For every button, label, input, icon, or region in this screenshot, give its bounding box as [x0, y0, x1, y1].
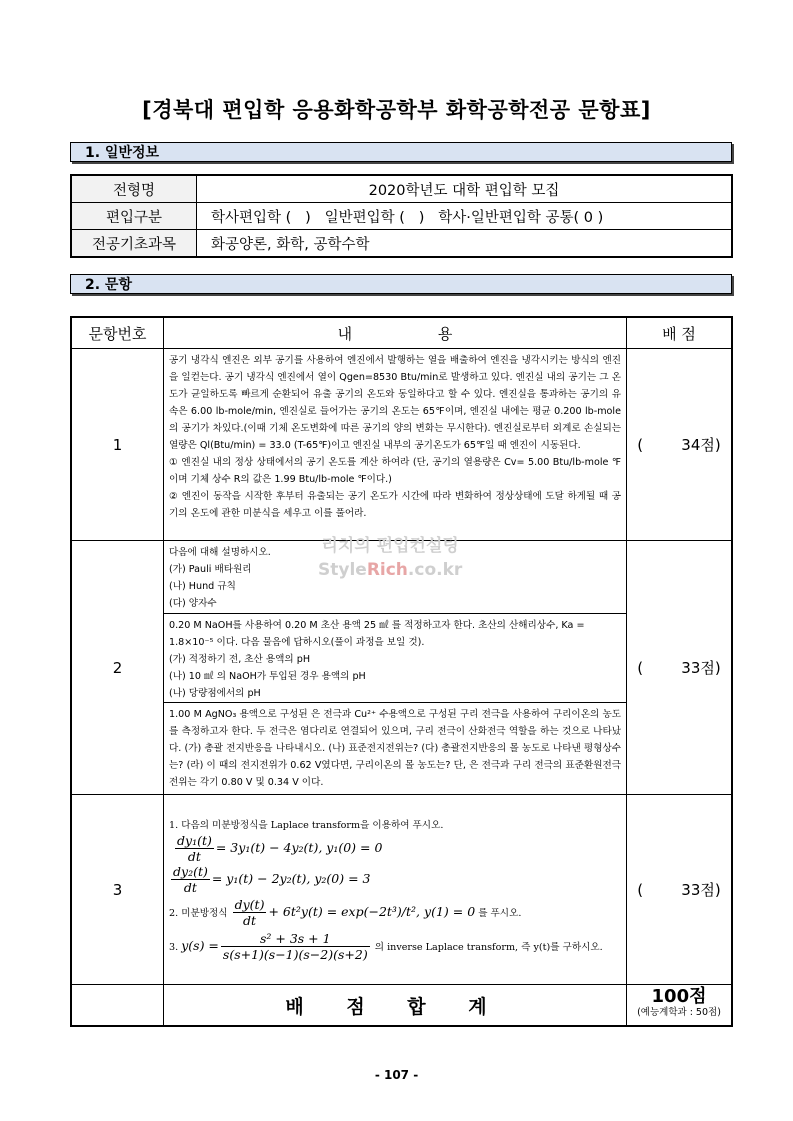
watermark — [318, 534, 462, 582]
question-score: ( 34점) — [627, 349, 733, 541]
fraction: $\frac{\text{dy₁(t)}}{dt}$ — [177, 832, 212, 864]
info-label: 전공기초과목 — [71, 230, 197, 258]
q1-item-2: ② 엔진이 동작을 시작한 후부터 유출되는 공기 온도가 시간에 따라 변화하여 정상상태에 도달 하게될 때 공기의 온도에 관한 미분식을 세우고 이를 풀어라. — [169, 491, 621, 519]
fraction: $\frac{dy(t)}{dt}$ — [234, 896, 265, 928]
q3-eq-1: $\frac{\text{dy₁(t)}}{dt}$ = 3y₁(t) − 4y₂(t), y₁(0) = 0 — [177, 832, 383, 864]
list-item: (가) Pauli 배타원리 — [169, 564, 252, 575]
info-value: 2020학년도 대학 편입학 모집 — [197, 175, 733, 203]
list-item: (나) 당량점에서의 pH — [169, 688, 261, 699]
watermark-line-2: StyleRich.co.kr — [318, 560, 463, 580]
table-header — [71, 317, 732, 349]
question-number: 2 — [71, 541, 164, 795]
question-score: ( 33점) — [627, 541, 733, 795]
header-content: 내 용 — [164, 317, 627, 349]
page-number: - 107 - — [374, 1068, 419, 1082]
question-number: 3 — [71, 795, 164, 985]
header-score: 배 점 — [627, 317, 733, 349]
q2-part-b — [164, 614, 626, 703]
q3-part-1: 1. 다음의 미분방정식을 Laplace transform을 이용하여 푸시오. — [169, 819, 444, 831]
total-score: 100점 — [651, 986, 707, 1007]
q3-part-3: 3. y(s) = $\frac{\text{s² + 3s + 1}}{s(s+1)(s-1)(s-2)(s+2)}$ 의 inverse Laplace transform, 즉 y(t)를 구하시오. — [169, 930, 603, 962]
question-score: ( 33점) — [627, 795, 733, 985]
info-row — [71, 203, 732, 230]
list-item: (나) Hund 규칙 — [169, 581, 236, 592]
total-note: (예능계학과 : 50점) — [637, 1007, 721, 1018]
list-item: (나) 10 ㎖ 의 NaOH가 투입된 경우 용액의 pH — [169, 671, 366, 682]
q1-text: 공기 냉각식 엔진은 외부 공기를 사용하여 엔진에서 발행하는 열을 배출하여 엔진을 냉각시키는 방식의 엔진을 일컫는다. 공기 냉각식 엔진에서 열이 Qgen=8530 Btu/min로 발생하고 있다. 엔진실 내의 공기는 그 온도가 균일하도록 빠르게 순환되어 유출 공기의 온도와 동일하다고 할 수 있다. 엔진실을 통과하는 공기의 유속은 6.00 lb-mole/min, 엔진실로 들어가는 공기의 온도는 65℉이며, 엔진실 내에는 평균 0.200 lb-mole의 공기가 차있다.(이때 기체 온도변화에 따른 공기의 양의 변화는 무시한다). 엔진실로부터 외계로 손실되는 열량은 Ql(Btu/min) = 33.0 (T-65℉)이고 엔진실 내부의 공기온도가 65℉일 때 엔진이 시동된다. — [169, 355, 621, 451]
info-row — [71, 175, 732, 203]
info-label: 전형명 — [71, 175, 197, 203]
fraction: $\frac{\text{s² + 3s + 1}}{s(s+1)(s-1)(s-2)(s+2)}$ — [222, 930, 368, 962]
info-table — [70, 174, 733, 258]
info-row — [71, 230, 732, 258]
list-item: 0.20 M NaOH를 사용하여 0.20 M 초산 용액 25 ㎖ 를 적정하고자 한다. 초산의 산해리상수, Ka = 1.8×10⁻⁵ 이다. 다음 물음에 답하시오(풀이 과정을 보일 것). — [169, 620, 585, 648]
question-content — [164, 795, 627, 985]
info-value: 화공양론, 화학, 공학수학 — [197, 230, 733, 258]
watermark-line-1: 리치의 편입컨설팅 — [321, 536, 459, 556]
section-questions: 2. 문항 — [70, 274, 732, 294]
section-general-info: 1. 일반정보 — [70, 142, 732, 162]
q3-part-2: 2. 미분방정식 $\frac{dy(t)}{dt}$ + 6t²y(t) = exp(−2t³)/t², y(1) = 0 를 푸시오. — [169, 896, 522, 928]
list-item: (가) 적정하기 전, 초산 용액의 pH — [169, 654, 311, 665]
page-title: [경북대 편입학 응용화학공학부 화학공학전공 문항표] — [142, 98, 651, 122]
list-item: (다) 양자수 — [169, 598, 217, 609]
total-label: 배 점 합 계 — [164, 985, 627, 1027]
info-label: 편입구분 — [71, 203, 197, 230]
question-row-1 — [71, 349, 732, 541]
q1-item-1: ① 엔진실 내의 정상 상태에서의 공기 온도를 계산 하여라 (단, 공기의 열용량은 Cv= 5.00 Btu/lb-mole ℉이며 기체 상수 R의 값은 1.99 Btu/lb-mole ℉이다.) — [169, 457, 621, 485]
question-number: 1 — [71, 349, 164, 541]
list-item: 다음에 대해 설명하시오. — [169, 547, 271, 558]
q3-eq-2: $\frac{\text{dy₂(t)}}{dt}$ = y₁(t) − 2y₂(t), y₂(0) = 3 — [173, 863, 371, 895]
header-num: 문항번호 — [71, 317, 164, 349]
total-empty — [71, 985, 164, 1027]
total-row — [71, 985, 732, 1027]
question-row-3 — [71, 795, 732, 985]
question-content — [164, 349, 627, 541]
q2-part-c: 1.00 M AgNO₃ 용액으로 구성된 은 전극과 Cu²⁺ 수용액으로 구성된 구리 전극을 사용하여 구리이온의 농도를 측정하고자 한다. 두 전극은 염다리로 연결되어 있으며, 구리 전극이 산화전극 역할을 하는 것으로 나타났다. (가) 총괄 전지반응을 나타내시오. (나) 표준전지전위는? (다) 총괄전지반응의 몰 농도로 나타낸 평형상수는? (라) 이 때의 전지전위가 0.62 V였다면, 구리이온의 몰 농도는? 단, 은 전극과 구리 전극의 표준환원전극전위는 각기 0.80 V 및 0.34 V 이다. — [169, 709, 621, 788]
fraction: $\frac{\text{dy₂(t)}}{dt}$ — [173, 863, 208, 895]
total-score-cell — [627, 985, 733, 1027]
question-table — [70, 316, 733, 1027]
info-value: 학사편입학 ( ) 일반편입학 ( ) 학사·일반편입학 공통( 0 ) — [197, 203, 733, 230]
